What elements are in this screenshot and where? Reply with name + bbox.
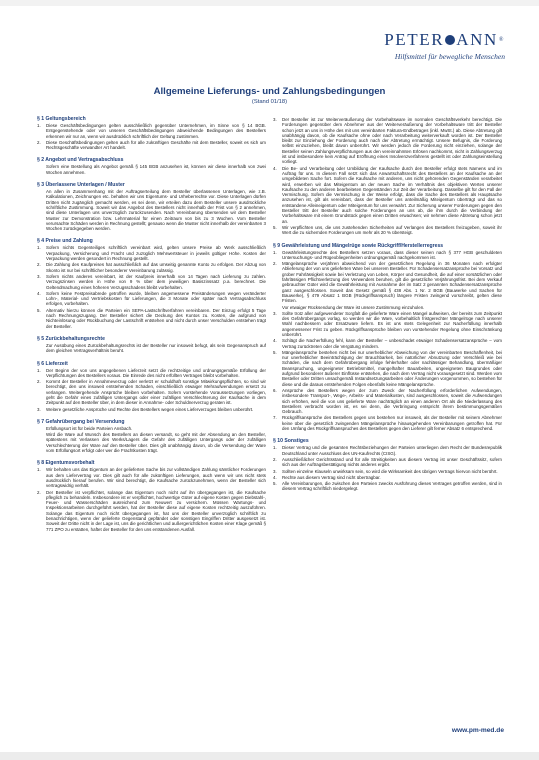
clause-number: 2. bbox=[273, 456, 277, 462]
clause-number: 5. bbox=[273, 349, 277, 355]
clause-paragraph bbox=[273, 350, 502, 387]
document-title: Allgemeine Lieferungs- und Zahlungsbedingungen bbox=[153, 86, 386, 97]
section-heading: § 5 Zurückbehaltungsrechte bbox=[37, 335, 105, 342]
clause-text: Die Zahlung des Kaufpreises hat ausschließlich auf das umseitig genannte Konto zu erfolgen. Der Abzug von Skonto ist nur bei schriftlicher besonderer Vereinbarung zulässig. bbox=[46, 262, 266, 273]
clause-paragraph bbox=[37, 467, 266, 488]
clause-number: 1. bbox=[37, 367, 41, 373]
clause-text: Weitere gesetzliche Ansprüche und Rechte des Bestellers wegen eines Lieferverzuges bleiben unberührt. bbox=[46, 406, 254, 412]
clause-paragraph bbox=[37, 140, 266, 151]
clause-text: Rechte aus diesem Vertrag sind nicht übertragbar. bbox=[282, 474, 381, 480]
logo-name-right: ANN bbox=[456, 30, 498, 49]
clause-paragraph bbox=[273, 415, 502, 431]
clause-paragraph bbox=[37, 407, 266, 412]
clause-text: Wir behalten uns das Eigentum an der gelieferten Sache bis zur vollständigen Zahlung sämtlicher Forderungen aus dem Liefervertrag vor. Dies gilt auch für alle zukünftigen Lieferungen, auch wenn wir uns nicht stets ausdrücklich hierauf berufen. Wir sind berechtigt, die Kaufsache zurückzunehmen, wenn der Besteller sich vertragswidrig verhält. bbox=[46, 467, 266, 489]
clause-paragraph bbox=[37, 490, 266, 532]
logo-name-left: PETER bbox=[384, 30, 445, 49]
clause-text: Sofern keine Festpreisabrede getroffen wurde, bleiben angemessene Preisänderungen wegen veränderter Lohn-, Material- und Vertriebskosten für Lieferungen, die 3 Monate oder später nach Vertragsabschluss erfolgen, vorbehalten. bbox=[46, 290, 266, 307]
section-heading: § 4 Preise und Zahlung bbox=[37, 238, 93, 245]
clause-text: Rückgriffsansprüche des Bestellers gegen uns bestehen nur insoweit, als der Besteller mit seinem Abnehmer keine über die gesetzlich zwingenden Mängelansprüche hinausgehenden Vereinbarungen getroffen hat. Für den Umfang des Rückgriffsanspruches des Bestellers gegen den Lieferer gilt ferner Absatz 6 entsprechend. bbox=[282, 415, 502, 432]
clause-paragraph bbox=[37, 245, 266, 261]
document-version: (Stand 01/18) bbox=[251, 99, 288, 105]
company-logo bbox=[384, 30, 505, 61]
clause-text: Der Besteller ist verpflichtet, solange das Eigentum noch nicht auf ihn übergegangen ist, die Kaufsache pfleglich zu behandeln. Insbesondere ist er verpflichtet, hochwertige Güter auf eigene Kosten gegen Diebstahl-, Feuer- und Wasserschäden ausreichend zum Neuwert zu versichern. Müssen Wartungs- und Inspektionsarbeiten durchgeführt werden, hat der Besteller diese auf eigene Kosten rechtzeitig auszuführen. Solange das Eigentum noch nicht übergegangen ist, hat uns der Besteller unverzüglich schriftlich zu benachrichtigen, wenn der gelieferte Gegenstand gepfändet oder sonstigen Eingriffen Dritter ausgesetzt ist. Soweit der Dritte nicht in der Lage ist, uns die gerichtlichen und außergerichtlichen Kosten einer Klage gemäß § 771 ZPO zu erstatten, haftet der Besteller für den uns entstandenen Ausfall. bbox=[46, 489, 266, 532]
clause-text: Kommt der Besteller in Annahmeverzug oder verletzt er schuldhaft sonstige Mitwirkungspflichten, so sind wir berechtigt, den uns insoweit entstehenden Schaden, einschließlich etwaiger Mehraufwendungen ersetzt zu verlangen. Weitergehende Ansprüche bleiben vorbehalten. Sofern vorstehende Voraussetzungen vorliegen, geht die Gefahr eines zufälligen Untergangs oder einer zufälligen Verschlechterung der Kaufsache in dem Zeitpunkt auf den Besteller über, in dem dieser in Annahme- oder Schuldnerverzug geraten ist. bbox=[46, 379, 266, 406]
clause-number: 7. bbox=[273, 415, 277, 421]
clause-text: Der Besteller ist zur Weiterveräußerung der Vorbehaltsware im normalen Geschäftsverkehr berechtigt. Die Forderungen gegenüber dem Abnehmer aus der Weiterveräußerung der Vorbehaltsware tritt der Besteller schon jetzt an uns in Höhe des mit uns vereinbarten Faktura-Endbetrages (inkl. MwSt.) ab. Diese Abtretung gilt unabhängig davon, ob die Kaufsache ohne oder nach Verarbeitung weiterverkauft worden ist. Der Besteller bleibt zur Einziehung der Forderung auch nach der Abtretung ermächtigt. Unsere Befugnis, die Forderung selbst einzuziehen, bleibt davon unberührt. Wir werden jedoch die Forderung nicht einziehen, solange der Besteller seinen Zahlungsverpflichtungen aus den vereinnahmten Erlösen nachkommt, nicht in Zahlungsverzug ist und insbesondere kein Antrag auf Eröffnung eines Insolvenzverfahrens gestellt ist oder Zahlungseinstellung vorliegt. bbox=[282, 117, 502, 165]
section-heading: § 7 Gefahrübergang bei Versendung bbox=[37, 418, 125, 425]
clause-text: Die Be- und Verarbeitung oder Umbildung der Kaufsache durch den Besteller erfolgt stets Namens und im Auftrag für uns. In diesem Fall setzt sich das Anwartschaftsrecht des Bestellers an der Kaufsache an der umgebildeten Sache fort. Sofern die Kaufsache mit anderen, uns nicht gehörenden Gegenständen verarbeitet wird, erwerben wir das Miteigentum an der neuen Sache im Verhältnis des objektiven Wertes unserer Kaufsache zu den anderen bearbeiteten Gegenständen zur Zeit der Verarbeitung. Dasselbe gilt für den Fall der Vermischung. Sofern die Vermischung in der Weise erfolgt, dass die Sache des Bestellers als Hauptsache anzusehen ist, gilt als vereinbart, dass der Besteller uns anteilmäßig Miteigentum überträgt und das so entstandene Alleineigentum oder Miteigentum für uns verwahrt. Zur Sicherung unserer Forderungen gegen den Besteller tritt der Besteller auch solche Forderungen an uns ab, die ihm durch die Verbindung der Vorbehaltsware mit einem Grundstück gegen einen Dritten erwachsen; wir nehmen diese Abtretung schon jetzt an. bbox=[282, 165, 502, 224]
clause-number: 1. bbox=[273, 249, 277, 255]
left-text-column bbox=[37, 116, 266, 532]
clause-text: Vor etwaiger Rücksendung der Ware ist unsere Zustimmung einzuholen. bbox=[282, 304, 425, 310]
clause-number: 1. bbox=[273, 445, 277, 451]
clause-number: 2. bbox=[37, 489, 41, 495]
clause-number: 6. bbox=[273, 387, 277, 393]
clause-paragraph bbox=[37, 291, 266, 307]
logo-tagline: Hilfsmittel für bewegliche Menschen bbox=[394, 52, 505, 61]
clause-paragraph bbox=[37, 123, 266, 139]
clause-number: 4. bbox=[273, 338, 277, 344]
clause-number: 2. bbox=[37, 262, 41, 268]
clause-text: Erfüllungsort ist für beide Parteien Ansbach. bbox=[46, 425, 133, 431]
footer-website: www.pm-med.de bbox=[451, 727, 504, 734]
clause-paragraph bbox=[37, 379, 266, 405]
clause-paragraph bbox=[273, 475, 502, 480]
section-heading: § 10 Sonstiges bbox=[273, 438, 309, 445]
clause-number: 4. bbox=[273, 474, 277, 480]
clause-paragraph bbox=[273, 338, 502, 349]
clause-paragraph bbox=[37, 262, 266, 273]
clause-paragraph bbox=[273, 469, 502, 474]
clause-number bbox=[273, 305, 282, 310]
clause-text: Ansprüche des Bestellers wegen der zum Zweck der Nacherfüllung erforderlichen Aufwendungen, insbesondere Transport-, Wege-, Arbeits- und Materialkosten, sind ausgeschlossen, soweit die Aufwendungen sich erhöhen, weil die von uns gelieferte Ware nachträglich an einen anderen Ort als die Niederlassung des Bestellers verbracht worden ist, es sei denn, die Verbringung entspricht ihrem bestimmungsgemäßen Gebrauch. bbox=[282, 387, 502, 415]
clause-number: 3. bbox=[37, 273, 41, 279]
clause-paragraph bbox=[273, 166, 502, 224]
clause-paragraph bbox=[37, 274, 266, 290]
page-top-edge bbox=[0, 0, 539, 6]
clause-number: 4. bbox=[37, 290, 41, 296]
clause-number bbox=[37, 426, 46, 431]
clause-text: Sofern eine Bestellung als Angebot gemäß § 145 BGB anzusehen ist, können wir diese innerhalb von zwei Wochen annehmen. bbox=[46, 164, 266, 175]
clause-paragraph bbox=[37, 368, 266, 379]
clause-number: 1. bbox=[37, 467, 41, 473]
clause-number: 2. bbox=[273, 261, 277, 267]
clause-number bbox=[37, 432, 46, 453]
page-bottom-edge bbox=[0, 752, 539, 760]
clause-paragraph bbox=[273, 225, 502, 236]
clause-text: Mängelansprüche verjähren abweichend von der gesetzlichen Regelung in 36 Monaten nach erfolgter Ablieferung der von uns gelieferten Ware bei unserem Besteller. Für Schadensersatzansprüche bei Vorsatz und grober Fahrlässigkeit sowie bei Verletzung von Leben, Körper und Gesundheit, die auf einer vorsätzlichen oder fahrlässigen Pflichtverletzung des Verwenders beruhen, gilt die gesetzliche Verjährungsfrist. Bei dem Verkauf gebrauchter Güter wird die Gewährleistung mit Ausnahme der im Satz 2 genannten Schadensersatzansprüche ganz ausgeschlossen. Soweit das Gesetz gemäß § 438 Abs. 1 Nr. 2 BGB (Bauwerke und Sachen für Bauwerke), § 479 Absatz 1 BGB (Rückgriffsanspruch) längere Fristen zwingend vorschreibt, gelten diese Fristen. bbox=[282, 261, 502, 304]
clause-number bbox=[37, 164, 46, 175]
clause-number: 3. bbox=[273, 117, 277, 122]
clause-number: 5. bbox=[37, 307, 41, 313]
clause-paragraph bbox=[273, 261, 502, 303]
clause-paragraph bbox=[273, 117, 502, 165]
clause-paragraph bbox=[37, 426, 266, 431]
clause-number: 3. bbox=[273, 310, 277, 316]
section-heading: § 6 Lieferzeit bbox=[37, 360, 68, 367]
clause-number: 2. bbox=[37, 139, 41, 145]
section-heading: § 2 Angebot und Vertragsabschluss bbox=[37, 157, 124, 164]
clause-text: Diese Geschäftsbedingungen gelten ausschließlich gegenüber Unternehmen, im Sinne von § 14 BGB. Entgegenstehende oder von unseren Geschäftsbedingungen abweichende Bedingungen des Bestellers erkennen wir nur an, wenn wir ausdrücklich schriftlich der Geltung zustimmen. bbox=[46, 123, 266, 139]
logo-wordmark bbox=[384, 30, 505, 50]
section-heading: § 9 Gewährleistung und Mängelrüge sowie Rückgriff/Herstellerregress bbox=[273, 242, 444, 249]
logo-dot-icon bbox=[445, 35, 455, 45]
right-text-column bbox=[273, 116, 502, 492]
section-heading: § 1 Geltungsbereich bbox=[37, 116, 86, 122]
clause-paragraph bbox=[273, 457, 502, 468]
clause-paragraph bbox=[273, 311, 502, 337]
clause-number: 3. bbox=[37, 406, 41, 412]
clause-text: Sofern nichts Gegenteiliges schriftlich vereinbart wird, gelten unsere Preise ab Werk ausschließlich Verpackung, Versicherung und Fracht und zuzüglich Mehrwertsteuer in jeweils gültiger Höhe. Kosten der Verpackung werden gesondert in Rechnung gestellt. bbox=[46, 245, 266, 262]
clause-paragraph bbox=[37, 189, 266, 231]
clause-number: 4. bbox=[273, 165, 277, 171]
clause-paragraph bbox=[273, 250, 502, 261]
clause-text: Wir verpflichten uns, die uns zustehenden Sicherheiten auf Verlangen des Bestellers freizugeben, soweit ihr Wert die zu sichernden Forderungen um mehr als 20 % übersteigt. bbox=[282, 224, 502, 236]
clause-paragraph bbox=[37, 432, 266, 453]
section-heading: § 3 Überlassene Unterlagen / Muster bbox=[37, 182, 125, 189]
clause-text: Mängelansprüche bestehen nicht bei nur unerheblicher Abweichung von der vereinbarten Beschaffenheit, bei nur unerheblicher Beeinträchtigung der Brauchbarkeit, bei natürlicher Abnutzung oder Verschleiß wie bei Schäden, die nach dem Gefahrübergang infolge fehlerhafter oder nachlässiger Behandlung, übermäßiger Beanspruchung, ungeeigneter Betriebsmittel, mangelhafter Bauarbeiten, ungeeigneten Baugrundes oder aufgrund besonderer äußerer Einflüsse entstehen, die nach dem Vertrag nicht vorausgesetzt sind. Werden vom Besteller oder Dritten unsachgemäß Instandsetzungsarbeiten oder Änderungen vorgenommen, so bestehen für diese und die daraus entstehenden Folgen ebenfalls keine Mängelansprüche. bbox=[282, 349, 502, 387]
clause-paragraph bbox=[37, 343, 266, 354]
clause-text: Sollte trotz aller aufgewendeter Sorgfalt die gelieferte Ware einen Mangel aufweisen, der bereits zum Zeitpunkt des Gefahrübergangs vorlag, so werden wir die Ware, vorbehaltlich fristgerechter Mängelrüge nach unserer Wahl nachbessern oder Ersatzware liefern. Es ist uns stets Gelegenheit zur Nacherfüllung innerhalb angemessener Frist zu geben. Rückgriffsansprüche bleiben von vorstehender Regelung ohne Einschränkung unberührt. bbox=[282, 310, 502, 337]
clause-text: Zur Ausübung eines Zurückbehaltungsrechts ist der Besteller nur insoweit befugt, als sein Gegenanspruch auf dem gleichen Vertragsverhältnis beruht. bbox=[46, 342, 266, 354]
clause-text: Ausschließlicher Gerichtsstand und für alle Streitigkeiten aus diesem Vertrag ist unser Geschäftssitz, sofern sich aus der Auftragsbestätigung nichts anderes ergibt. bbox=[282, 456, 502, 468]
clause-number: 2. bbox=[37, 379, 41, 385]
clause-number bbox=[37, 189, 46, 231]
registered-mark: ® bbox=[498, 37, 505, 43]
clause-number bbox=[37, 343, 46, 354]
clause-number: 3. bbox=[273, 468, 277, 474]
clause-text: Der Beginn der von uns angegebenen Lieferzeit setzt die rechtzeitige und ordnungsgemäße Erfüllung der Verpflichtungen des Bestellers voraus. Die Einrede des nicht erfüllten Vertrages bleibt vorbehalten. bbox=[46, 367, 266, 378]
clause-text: Sollten einzelne Klauseln unwirksam sein, so wird die Wirksamkeit des übrigen Vertrags hiervon nicht berührt. bbox=[282, 468, 498, 474]
clause-paragraph bbox=[273, 305, 502, 310]
clause-text: Sofern nichts anderes vereinbart, ist der Kaufpreis innerhalb von 14 Tagen nach Lieferung zu zahlen. Verzugszinsen werden in Höhe von 9 % über dem jeweiligen Basiszinssatz p.a. berechnet. Die Geltendmachung eines höheren Verzugsschadens bleibt vorbehalten. bbox=[46, 273, 266, 290]
clause-paragraph bbox=[37, 164, 266, 175]
clause-text: Schlägt die Nacherfüllung fehl, kann der Besteller – unbeschadet etwaiger Schadensersatzansprüche – vom Vertrag zurücktreten oder die Vergütung mindern. bbox=[282, 338, 502, 349]
clause-number: 1. bbox=[37, 245, 41, 251]
clause-number: 5. bbox=[273, 224, 277, 230]
clause-paragraph bbox=[273, 445, 502, 456]
clause-text: Alternativ hierzu können die Parteien ein SEPA-Lastschriftverfahren vereinbaren. Der Einzug erfolgt 5 Tage nach Rechnungszugang. Der Besteller sichert die Deckung des Kontos zu. Kosten, die aufgrund von Nichteinlösung oder Rückbuchung der Lastschrift entstehen und nicht durch unser Verschulden entstehen trägt der Besteller. bbox=[46, 307, 266, 329]
clause-paragraph bbox=[273, 388, 502, 414]
clause-paragraph bbox=[37, 308, 266, 329]
clause-text: Diese Geschäftsbedingungen gelten auch für alle zukünftigen Geschäfte mit dem Besteller, soweit es sich um Rechtsgeschäfte verwandter Art handelt. bbox=[46, 139, 266, 151]
clause-text: Wird die Ware auf Wunsch des Bestellers an diesen versandt, so geht mit der Absendung an den Besteller, spätestens mit Verlassen des Werks/Lagers die Gefahr des zufälligen Untergangs oder der zufälligen Verschlechterung der Ware auf den Besteller über. Dies gilt unabhängig davon, ob die Versendung der Ware vom Erfüllungsort erfolgt oder wer die Frachtkosten trägt. bbox=[46, 432, 266, 454]
clause-text: An allen in Zusammenhang mit der Auftragserteilung dem Besteller überlassenen Unterlagen, wie z.B. Kalkulationen, Zeichnungen etc. behalten wir uns Eigentums- und Urheberrechte vor. Diese Unterlagen dürfen Dritten nicht zugänglich gemacht werden, es sei denn, wir erteilen dazu dem Besteller unsere ausdrückliche schriftliche Zustimmung. Soweit wir das Angebot des Bestellers nicht innerhalb der Frist von § 2 annehmen, sind diese Unterlagen uns unverzüglich zurückzusenden. Nach Vereinbarung übersenden wir dem Besteller Muster zur Demonstration bzw. Lehrmaterial für einen Zeitraum von bis zu 3 Wochen. Vom Besteller verursachte Schäden werden in Rechnung gestellt; genauso wenn die Muster nicht innerhalb der vereinbarten 3 Wochen zurückgegeben werden. bbox=[46, 189, 266, 232]
section-heading: § 8 Eigentumsvorbehalt bbox=[37, 460, 95, 467]
clause-text: Gewährleistungsrechte des Bestellers setzen voraus, dass dieser seinen nach § 377 HGB geschuldeten Untersuchungs- und Rügeobliegenheiten ordnungsgemäß nachgekommen ist. bbox=[282, 249, 502, 260]
clause-number: 5. bbox=[273, 481, 277, 487]
clause-text: Alle Vereinbarungen, die zwischen den Parteien zwecks Ausführung dieses Vertrages getroffen werden, sind in diesem Vertrag schriftlich niedergelegt. bbox=[282, 481, 502, 492]
clause-paragraph bbox=[273, 481, 502, 492]
clause-text: Dieser Vertrag und die gesamten Rechtsbeziehungen der Parteien unterliegen dem Recht der Bundesrepublik Deutschland unter Ausschluss des UN-Kaufrechts (CISG). bbox=[282, 445, 502, 456]
clause-number: 1. bbox=[37, 123, 41, 128]
